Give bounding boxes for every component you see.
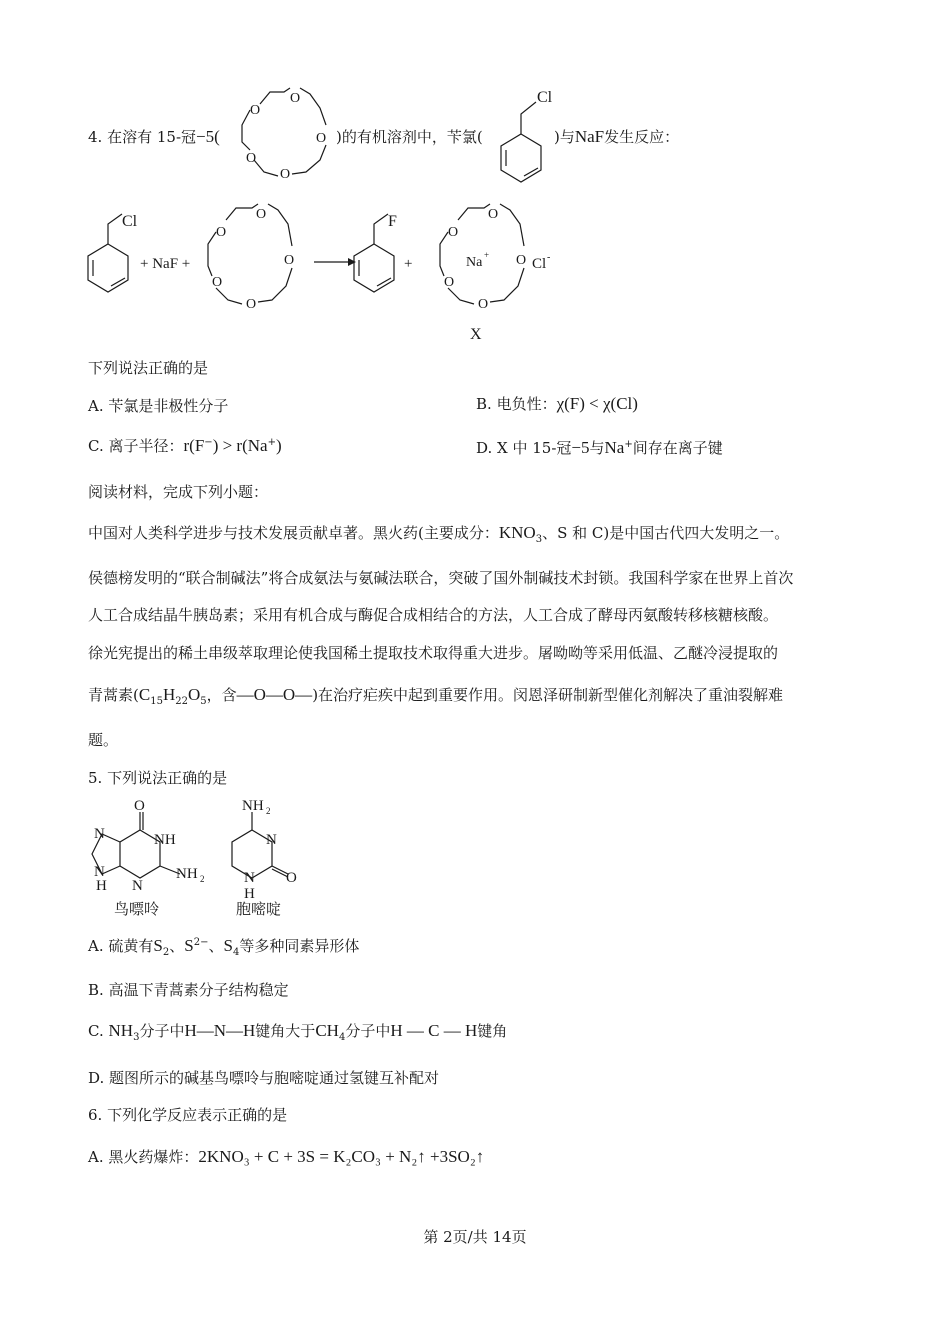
reading-line-5: 青蒿素($C_{15}H_{22}O_5$，含—O—O—)在治疗疟疾中起到重要作用。闵恩泽研制新型催化剂解决了重油裂解难 xyxy=(88,685,784,707)
benzyl-chloride-stem xyxy=(496,84,556,184)
q4-option-a[interactable]: A. 苄氯是非极性分子 xyxy=(88,397,229,415)
crown-o: O xyxy=(280,167,291,182)
q5-option-a[interactable]: A. 硫黄有$S_2$、$S^{2-}$、$S_4$等多种同素异形体 xyxy=(88,936,360,958)
q4-stem-end: )与NaF发生反应： xyxy=(554,127,680,146)
reading-line-1: 中国对人类科学进步与技术发展贡献卓著。黑火药(主要成分：$KNO_3$、S 和 C)是中国古代四大发明之一。 xyxy=(88,523,790,545)
plus: + xyxy=(404,256,413,272)
atom-n: N xyxy=(94,864,105,880)
crown-o: O xyxy=(448,225,459,240)
crown-o: O xyxy=(290,91,301,106)
q5-option-d[interactable]: D. 题图所示的碱基鸟嘌呤与胞嘧啶通过氢键互补配对 xyxy=(88,1069,440,1087)
q6-stem: 6. 下列化学反应表示正确的是 xyxy=(88,1106,288,1124)
reading-line-2: 侯德榜发明的“联合制碱法”将合成氨法与氨碱法联合，突破了国外制碱技术封锁。我国科学家在世界上首次 xyxy=(88,569,794,587)
atom-n: N xyxy=(244,870,255,886)
atom-nh2-sub: 2 xyxy=(200,874,205,884)
product-x-label: X xyxy=(470,326,482,343)
atom-h: H xyxy=(96,878,107,894)
crown-o: O xyxy=(284,253,295,268)
q4-stem: 4. 在溶有 15-冠−5( xyxy=(88,127,220,146)
crown-o: O xyxy=(316,131,327,146)
reaction-scheme xyxy=(86,196,706,346)
q4-prompt: 下列说法正确的是 xyxy=(88,359,209,377)
cl-ion: Cl xyxy=(532,256,547,272)
crown-o: O xyxy=(212,275,223,290)
atom-nh2: NH xyxy=(176,866,198,882)
na-ion-charge: + xyxy=(484,250,490,260)
q6-number: 6. xyxy=(88,1106,103,1124)
crown-o: O xyxy=(488,207,499,222)
cytosine-structure xyxy=(226,794,306,904)
q4-stem-cont: )的有机溶剂中，苄氯( xyxy=(336,128,483,146)
q6-option-a[interactable]: A. 黑火药爆炸：2KNO₃ + C + 3S = K₂CO₃ + N₂↑ +3SO₂↑ xyxy=(88,1147,485,1166)
crown-o: O xyxy=(478,297,489,312)
q4-option-b[interactable]: B. 电负性：χ(F) < χ(Cl) xyxy=(476,394,638,413)
reading-line-4: 徐光宪提出的稀土串级萃取理论使我国稀土提取技术取得重大进步。屠呦呦等采用低温、乙醚冷浸提取的 xyxy=(88,644,779,662)
crown-o: O xyxy=(246,151,257,166)
page-footer: 第 2页/共 14页 xyxy=(423,1228,527,1246)
atom-o: O xyxy=(286,870,297,886)
q5-option-c[interactable]: C. $NH_3$分子中H—N—H键角大于$CH_4$分子中H — C — H键角 xyxy=(88,1021,508,1043)
crown-o: O xyxy=(216,225,227,240)
crown-o: O xyxy=(516,253,527,268)
q5-number: 5. xyxy=(88,769,103,787)
plus-naf: + NaF + xyxy=(140,256,191,272)
cl-ion-charge: - xyxy=(547,252,551,263)
guanine-caption: 鸟嘌呤 xyxy=(114,900,160,918)
q5-option-b[interactable]: B. 高温下青蒿素分子结构稳定 xyxy=(88,981,289,999)
cl-label: Cl xyxy=(122,213,138,230)
reading-intro: 阅读材料，完成下列小题： xyxy=(88,483,269,501)
q4-option-d[interactable]: D. X 中 15-冠−5与Na+间存在离子键 xyxy=(476,438,723,457)
q4-number: 4. xyxy=(88,128,103,146)
reading-line-6: 题。 xyxy=(88,731,119,749)
crown-o: O xyxy=(250,103,261,118)
atom-n: N xyxy=(94,826,105,842)
reading-line-3: 人工合成结晶牛胰岛素；采用有机合成与酶促合成相结合的方法，人工合成了酵母丙氨酸转移核糖核酸。 xyxy=(88,606,779,624)
atom-nh2-sub: 2 xyxy=(266,806,271,816)
atom-nh2: NH xyxy=(242,798,264,814)
atom-n: N xyxy=(132,878,143,894)
cl-label: Cl xyxy=(537,89,553,106)
q4-option-c[interactable]: C. 离子半径：r(F−) > r(Na+) xyxy=(88,436,282,455)
na-ion: Na xyxy=(466,255,483,270)
atom-h: H xyxy=(244,886,255,902)
crown-o: O xyxy=(246,297,257,312)
atom-n: N xyxy=(266,832,277,848)
atom-nh: NH xyxy=(154,832,176,848)
crown-o: O xyxy=(444,275,455,290)
cytosine-caption: 胞嘧啶 xyxy=(236,900,282,918)
f-label: F xyxy=(388,213,397,230)
q5-stem: 5. 下列说法正确的是 xyxy=(88,769,228,787)
crown-ether-stem xyxy=(232,80,332,190)
crown-o: O xyxy=(256,207,267,222)
atom-o: O xyxy=(134,798,145,814)
